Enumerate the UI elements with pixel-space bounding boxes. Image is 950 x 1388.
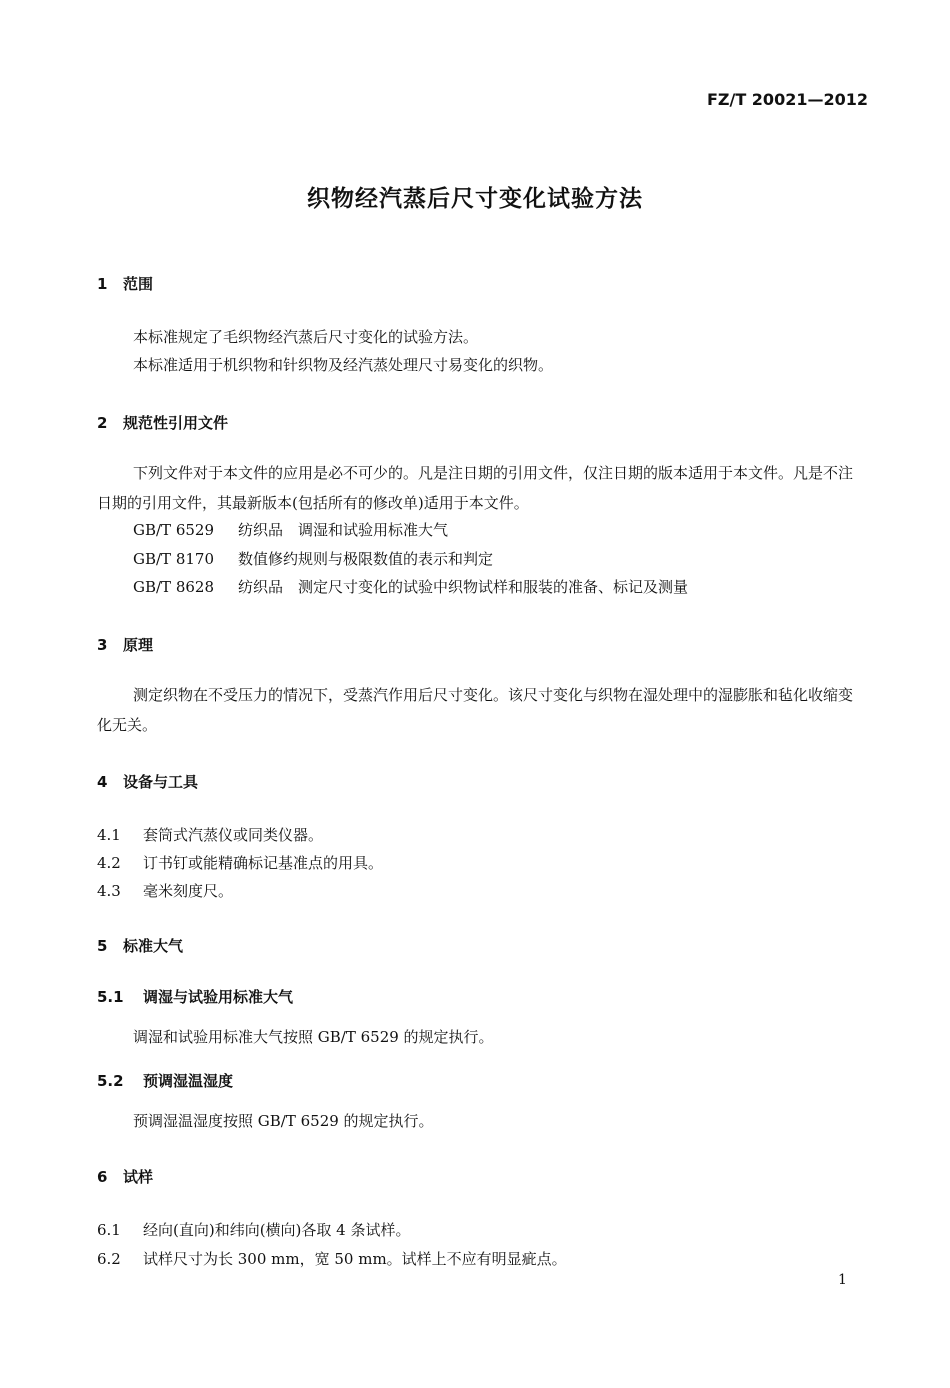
reference-row bbox=[133, 576, 688, 597]
subsection-number: 5.2 bbox=[97, 1072, 124, 1090]
list-item bbox=[97, 852, 383, 873]
reference-title: 纺织品 调湿和试验用标准大气 bbox=[238, 521, 449, 539]
list-item bbox=[97, 1219, 411, 1240]
section-1-paragraph-1: 本标准规定了毛织物经汽蒸后尺寸变化的试验方法。 bbox=[133, 328, 479, 346]
subsection-number: 5.1 bbox=[97, 988, 124, 1006]
reference-code: GB/T 8628 bbox=[133, 578, 215, 596]
section-title: 规范性引用文件 bbox=[123, 414, 229, 432]
section-number: 2 bbox=[97, 414, 108, 432]
reference-code: GB/T 8170 bbox=[133, 550, 215, 568]
section-5-heading bbox=[97, 935, 183, 956]
subsection-title: 预调湿温湿度 bbox=[143, 1072, 234, 1090]
section-3-paragraph: 测定织物在不受压力的情况下，受蒸汽作用后尺寸变化。该尺寸变化与织物在湿处理中的湿膨胀和毡化收缩变化无关。 bbox=[97, 686, 854, 734]
reference-title: 纺织品 测定尺寸变化的试验中织物试样和服装的准备、标记及测量 bbox=[238, 578, 689, 596]
clause-text: 套筒式汽蒸仪或同类仪器。 bbox=[143, 826, 324, 844]
list-item bbox=[97, 1248, 567, 1269]
section-1-heading bbox=[97, 273, 153, 294]
section-title: 原理 bbox=[123, 636, 154, 654]
page-number: 1 bbox=[838, 1272, 847, 1288]
section-3-heading bbox=[97, 634, 153, 655]
clause-text: 订书钉或能精确标记基准点的用具。 bbox=[143, 854, 384, 872]
reference-code: GB/T 6529 bbox=[133, 521, 215, 539]
section-2-intro: 下列文件对于本文件的应用是必不可少的。凡是注日期的引用文件，仅注日期的版本适用于本文件。凡是不注日期的引用文件，其最新版本(包括所有的修改单)适用于本文件。 bbox=[97, 464, 854, 512]
clause-number: 4.3 bbox=[97, 882, 121, 900]
section-number: 5 bbox=[97, 937, 108, 955]
standard-code: FZ/T 20021—2012 bbox=[706, 90, 868, 109]
subsection-5-1-text: 调湿和试验用标准大气按照 GB/T 6529 的规定执行。 bbox=[133, 1028, 494, 1046]
subsection-5-2-heading bbox=[97, 1070, 233, 1091]
section-2-heading bbox=[97, 412, 228, 433]
section-6-heading bbox=[97, 1166, 153, 1187]
document-title: 织物经汽蒸后尺寸变化试验方法 bbox=[307, 186, 643, 212]
clause-text: 试样尺寸为长 300 mm，宽 50 mm。试样上不应有明显疵点。 bbox=[143, 1250, 567, 1268]
section-number: 3 bbox=[97, 636, 108, 654]
clause-number: 4.1 bbox=[97, 826, 121, 844]
section-title: 范围 bbox=[123, 275, 154, 293]
section-title: 设备与工具 bbox=[123, 773, 199, 791]
section-number: 6 bbox=[97, 1168, 108, 1186]
clause-text: 经向(直向)和纬向(横向)各取 4 条试样。 bbox=[143, 1221, 411, 1239]
subsection-5-1-heading bbox=[97, 986, 293, 1007]
subsection-title: 调湿与试验用标准大气 bbox=[143, 988, 294, 1006]
section-4-heading bbox=[97, 771, 198, 792]
clause-number: 6.1 bbox=[97, 1221, 121, 1239]
clause-text: 毫米刻度尺。 bbox=[143, 882, 234, 900]
reference-row bbox=[133, 548, 493, 569]
section-number: 1 bbox=[97, 275, 108, 293]
reference-title: 数值修约规则与极限数值的表示和判定 bbox=[238, 550, 494, 568]
list-item bbox=[97, 880, 233, 901]
section-1-paragraph-2: 本标准适用于机织物和针织物及经汽蒸处理尺寸易变化的织物。 bbox=[133, 356, 554, 374]
list-item bbox=[97, 824, 323, 845]
subsection-5-2-text: 预调湿温湿度按照 GB/T 6529 的规定执行。 bbox=[133, 1112, 434, 1130]
reference-row bbox=[133, 519, 448, 540]
section-title: 试样 bbox=[123, 1168, 154, 1186]
clause-number: 4.2 bbox=[97, 854, 121, 872]
section-title: 标准大气 bbox=[123, 937, 184, 955]
clause-number: 6.2 bbox=[97, 1250, 121, 1268]
section-number: 4 bbox=[97, 773, 108, 791]
